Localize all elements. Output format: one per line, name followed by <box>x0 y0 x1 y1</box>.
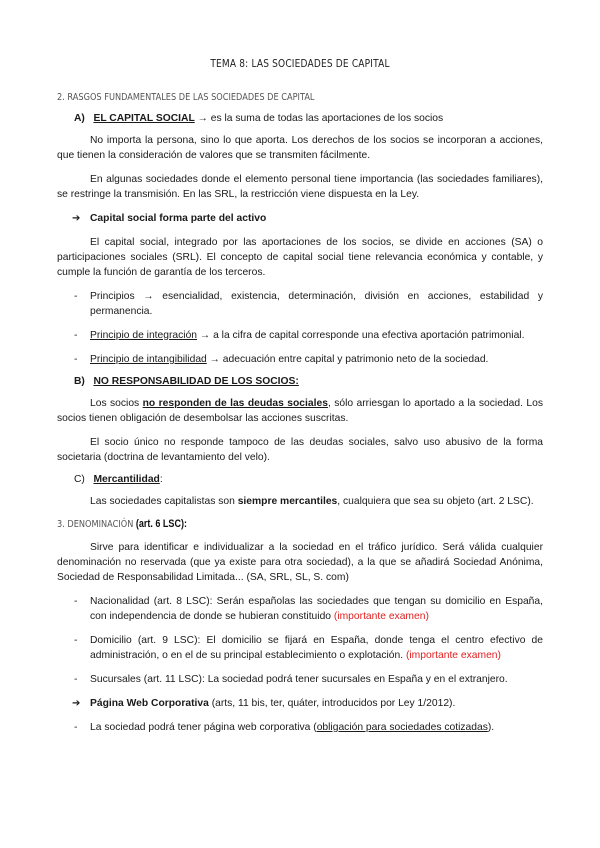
list-item-term: obligación para sociedades cotizadas <box>316 722 488 733</box>
page-title: TEMA 8: LAS SOCIEDADES DE CAPITAL <box>210 58 390 70</box>
subsection-c-title: Mercantilidad <box>93 474 160 485</box>
section-3-heading-ref: (art. 6 LSC): <box>133 518 187 530</box>
paragraph: Sirve para identificar e individualizar a la sociedad en el tráfico jurídico. Será válida cualquier denominación no reservada (que ya existe para otra sociedad), a la que se añadirá Sociedad Anónima, Sociedad de Responsabilidad Limitada... (SA, SRL, SL, S. com) <box>57 542 543 583</box>
dash-list-item <box>90 594 543 624</box>
subsection-a <box>74 113 543 124</box>
dash-list-item: - Sucursales (art. 11 LSC): La sociedad podrá tener sucursales en España y en el extranjero. <box>90 672 543 687</box>
paragraph-text: , sólo arriesgan lo aportado a la sociedad. Los socios tienen obligación de desembolsar las acciones suscritas. <box>57 398 544 424</box>
paragraph: El socio único no responde tampoco de las deudas sociales, salvo uso abusivo de la forma societaria (doctrina de levantamiento del velo). <box>57 437 543 463</box>
section-2-heading <box>57 92 456 103</box>
arrow-bullet-title: Página Web Corporativa <box>90 698 209 709</box>
list-item-text: Domicilio (art. 9 LSC): El domicilio se fijará en España, donde tenga el centro efectivo de administración, o en el de su principal establecimiento o explotación. <box>90 635 543 661</box>
section-3-heading-text: 3. DENOMINACIÓN <box>57 519 134 530</box>
list-item-text: La sociedad podrá tener página web corporativa ( <box>90 722 317 733</box>
arrow-bullet <box>90 211 543 226</box>
list-item-text: → adecuación entre capital y patrimonio neto de la sociedad. <box>206 354 489 365</box>
paragraph-text: , cualquiera que sea su objeto (art. 2 LSC). <box>337 496 534 507</box>
subsection-c <box>74 474 543 485</box>
dash-list-item <box>90 633 543 663</box>
paragraph: En algunas sociedades donde el elemento personal tiene importancia (las sociedades familiares), se restringe la transmisión. En las SRL, la restricción viene dispuesta en la Ley. <box>57 174 543 200</box>
list-item-term: Principio de integración <box>90 330 198 341</box>
arrow-bullet-text: Capital social forma parte del activo <box>90 213 267 224</box>
arrow-bullet <box>90 696 543 711</box>
subsection-b-title: NO RESPONSABILIDAD DE LOS SOCIOS: <box>93 376 299 387</box>
paragraph <box>57 494 543 509</box>
paragraph: No importa la persona, sino lo que aporta. Los derechos de los socios se incorporan a acciones, que tienen la consideración de valores que se transmiten fácilmente. <box>57 135 543 161</box>
subsection-b-letter: B) <box>74 376 85 387</box>
list-item-text: → a la cifra de capital corresponde una efectiva aportación patrimonial. <box>197 330 525 341</box>
paragraph <box>57 396 543 426</box>
dash-list-item <box>90 328 543 343</box>
arrow-bullet-text: (arts, 11 bis, ter, quáter, introducidos por Ley 1/2012). <box>208 698 456 709</box>
exam-note: (importante examen) <box>405 650 501 661</box>
subsection-b <box>74 376 543 387</box>
paragraph-emphasis: siempre mercantiles <box>237 496 338 507</box>
subsection-a-letter: A) <box>74 113 85 124</box>
list-item-text: ). <box>487 722 495 733</box>
dash-list-item <box>90 352 543 367</box>
paragraph-text: Los socios <box>90 398 143 409</box>
subsection-a-definition: → es la suma de todas las aportaciones de los socios <box>194 113 444 124</box>
subsection-a-title: EL CAPITAL SOCIAL <box>93 113 195 124</box>
paragraph: El capital social, integrado por las aportaciones de los socios, se divide en acciones (SA) o participaciones sociales (SRL). El concepto de capital social tiene relevancia económica y contable, y cumple la función de garantía de los terceros. <box>57 237 543 278</box>
subsection-c-colon: : <box>159 474 163 485</box>
paragraph-text: Las sociedades capitalistas son <box>90 496 238 507</box>
dash-list-item: - Principios → esencialidad, existencia, determinación, división en acciones, estabilidad y permanencia. <box>90 289 543 319</box>
section-2-heading-text: 2. RASGOS FUNDAMENTALES DE LAS SOCIEDADES DE CAPITAL <box>57 92 315 103</box>
dash-list-item <box>90 720 543 735</box>
list-item-term: Principio de intangibilidad <box>90 354 207 365</box>
section-3-heading <box>57 518 456 530</box>
list-item-text: Nacionalidad (art. 8 LSC): Serán españolas las sociedades que tengan su domicilio en España, con independencia de donde se hubieran constituido <box>90 596 543 622</box>
subsection-c-letter: C) <box>74 474 85 485</box>
paragraph-emphasis: no responden de las deudas sociales <box>142 398 328 409</box>
exam-note: (importante examen) <box>333 611 429 622</box>
